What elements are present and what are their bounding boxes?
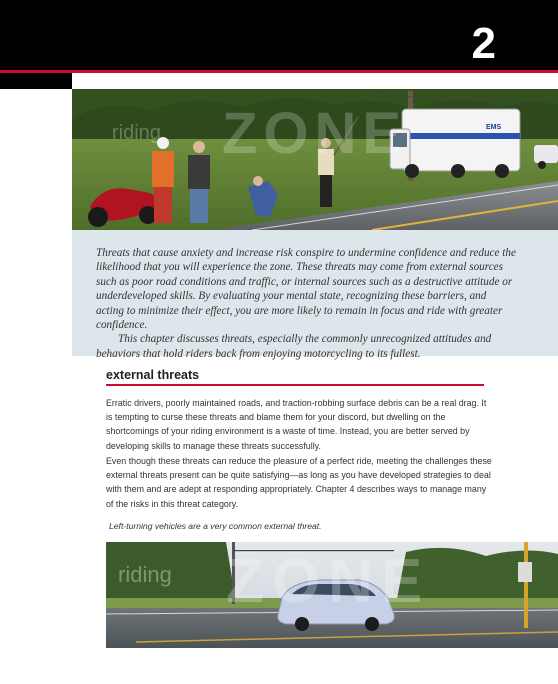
intro-paragraph-1: Threats that cause anxiety and increase risk conspire to undermine confidence and reduce the likelihood that you will experience the zone. These threats may come from external sources such as poor road conditions and traffic, or internal sources such as a destructive attitude or underdeveloped skills. By evaluating your mental state, recognizing these barriers, and acting to minimize their effect, you are more likely to remain in focus and ride with greater confidence. xyxy=(96,247,516,332)
left-turn-vehicle-photo xyxy=(106,542,558,648)
accident-scene-illustration xyxy=(72,89,558,230)
intro-text xyxy=(96,246,516,361)
watermark-riding: riding xyxy=(112,122,161,144)
left-turn-illustration xyxy=(106,542,558,648)
section-heading-rule xyxy=(106,384,484,386)
watermark-riding-2: riding xyxy=(118,562,172,587)
ambulance-label: EMS xyxy=(486,124,502,131)
header-accent-line xyxy=(0,70,558,73)
body-paragraph-1: Erratic drivers, poorly maintained roads, and traction-robbing surface debris can be a real drag. It is tempting to curse these threats and blame them for your discord, but dwelling on the shortcomings of your riding environment is a waste of time. Instead, you are better served by developing skills to manage these threats successfully. xyxy=(106,398,487,451)
chapter-number: 2 xyxy=(471,19,496,68)
accident-scene-photo xyxy=(72,89,558,230)
figure-caption: Left-turning vehicles are a very common external threat. xyxy=(109,521,322,531)
body-paragraph-2: Even though these threats can reduce the pleasure of a perfect ride, meeting the challenges these external threats present can be quite satisfying—as long as you have developed strategies to deal with them and are adept at responding appropriately. Chapter 4 describes ways to manage many of the risks in this threat category. xyxy=(106,456,492,509)
watermark-zone-2: ZONE xyxy=(226,547,431,616)
intro-paragraph-2: This chapter discusses threats, especially the commonly unrecognized attitudes and behaviors that hold riders back from enjoying motorcycling to its fullest. xyxy=(96,333,492,360)
watermark-zone: ZONE xyxy=(222,101,408,166)
header-corner-block xyxy=(0,73,72,89)
section-heading: external threats xyxy=(106,368,200,382)
